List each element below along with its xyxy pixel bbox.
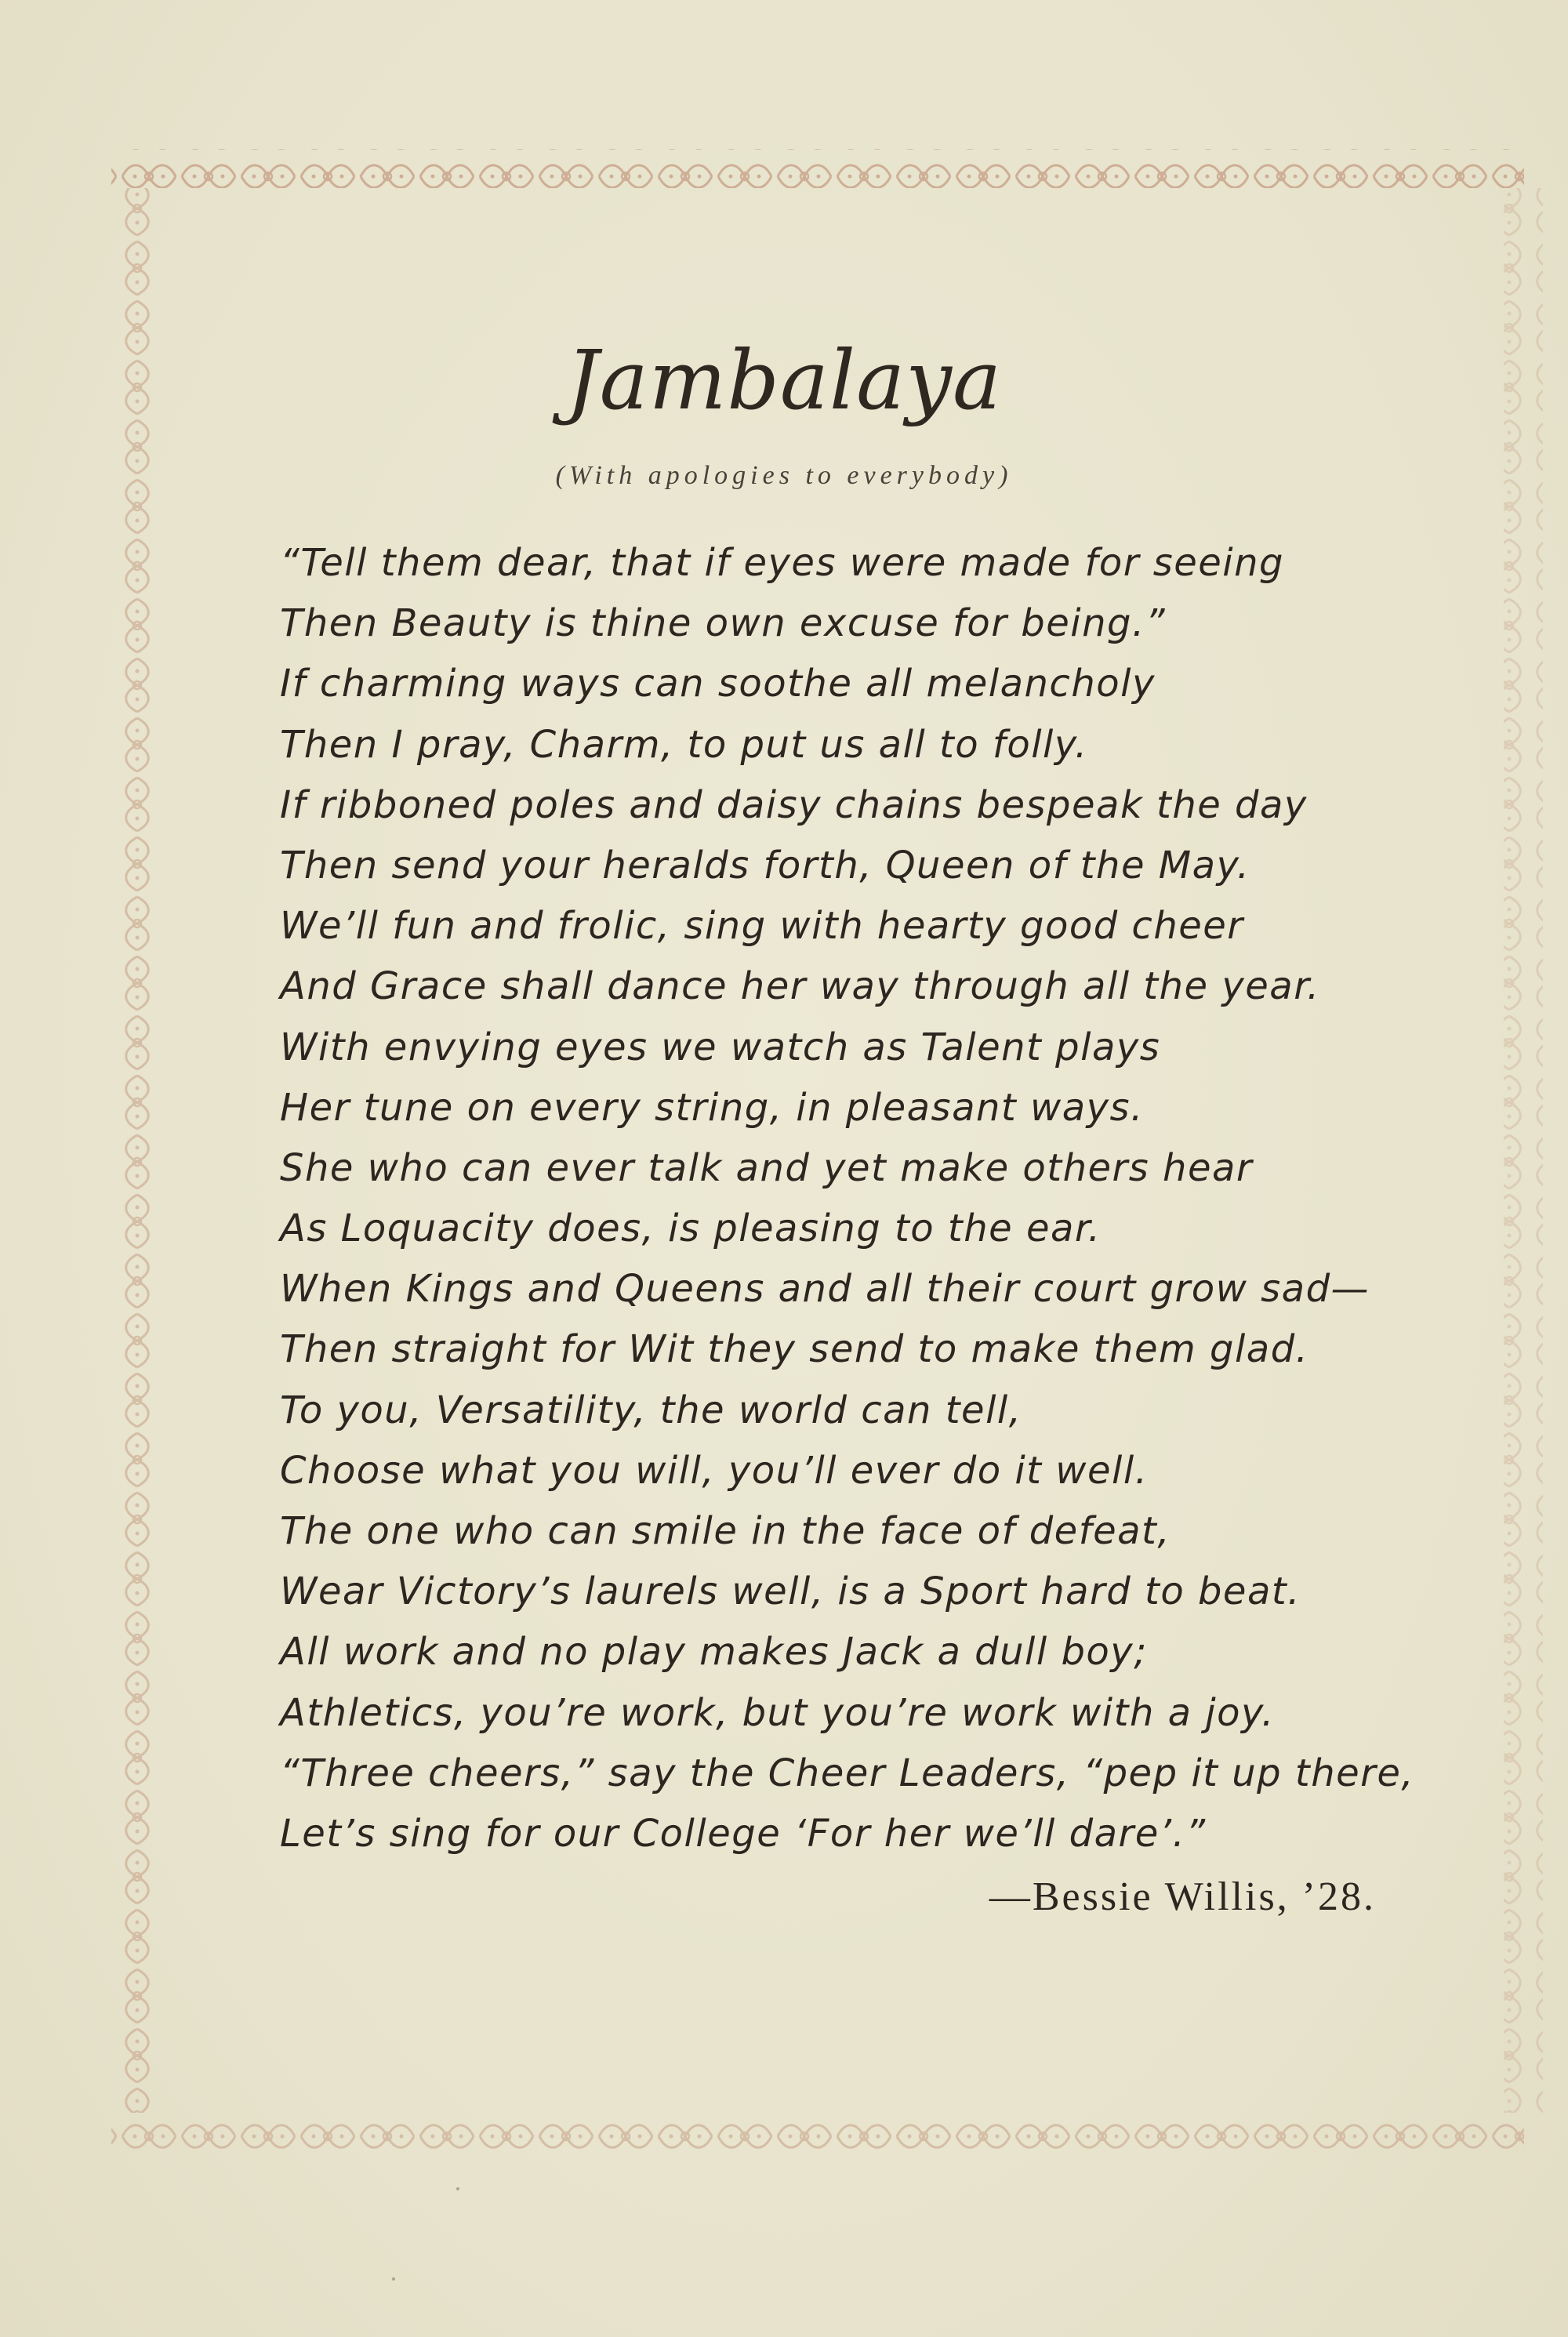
poem-line: “Tell them dear, that if eyes were made for seeing [280,541,1285,585]
poem-line: If ribboned poles and daisy chains bespeak the day [280,782,1308,827]
poem-line: The one who can smile in the face of defeat, [280,1509,1171,1553]
poem-line: Then straight for Wit they send to make them glad. [280,1327,1309,1372]
poem-line: “Three cheers,” say the Cheer Leaders, “pep it up there, [280,1751,1415,1795]
poem-line: With envying eyes we watch as Talent plays [280,1025,1161,1069]
poem-line: When Kings and Queens and all their court grow sad— [280,1267,1370,1312]
poem-title: Jambalaya [566,332,1002,428]
poem-line: As Loquacity does, is pleasing to the ear. [280,1207,1102,1251]
poem-attribution: —Bessie Willis, ’28. [989,1874,1376,1919]
poem-subtitle: (With apologies to everybody) [555,461,1013,490]
poem-line: Then send your heralds forth, Queen of the May. [280,843,1250,887]
poem-line: To you, Versatility, the world can tell, [280,1388,1022,1432]
paper-speck [456,2187,459,2190]
poem-line: Wear Victory’s laurels well, is a Sport hard to beat. [280,1569,1301,1614]
poem-line: Her tune on every string, in pleasant ways. [280,1085,1144,1130]
poem-line: Then I pray, Charm, to put us all to folly. [280,722,1088,767]
poem-line: Athletics, you’re work, but you’re work with a joy. [280,1690,1275,1735]
poem-line: If charming ways can soothe all melancholy [280,662,1156,706]
paper-speck [392,2277,395,2281]
poem-line: And Grace shall dance her way through all the year. [280,964,1320,1009]
poem-line: We’ll fun and frolic, sing with hearty good cheer [280,904,1244,949]
poem-body [280,533,1425,1864]
poem-line: She who can ever talk and yet make others hear [280,1145,1254,1190]
poem-line: All work and no play makes Jack a dull boy; [280,1630,1148,1675]
poem-line: Choose what you will, you’ll ever do it well. [280,1448,1149,1493]
poem-line: Then Beauty is thine own excuse for being.” [280,601,1167,646]
poem-line: Let’s sing for our College ‘For her we’ll dare’.” [280,1811,1207,1856]
